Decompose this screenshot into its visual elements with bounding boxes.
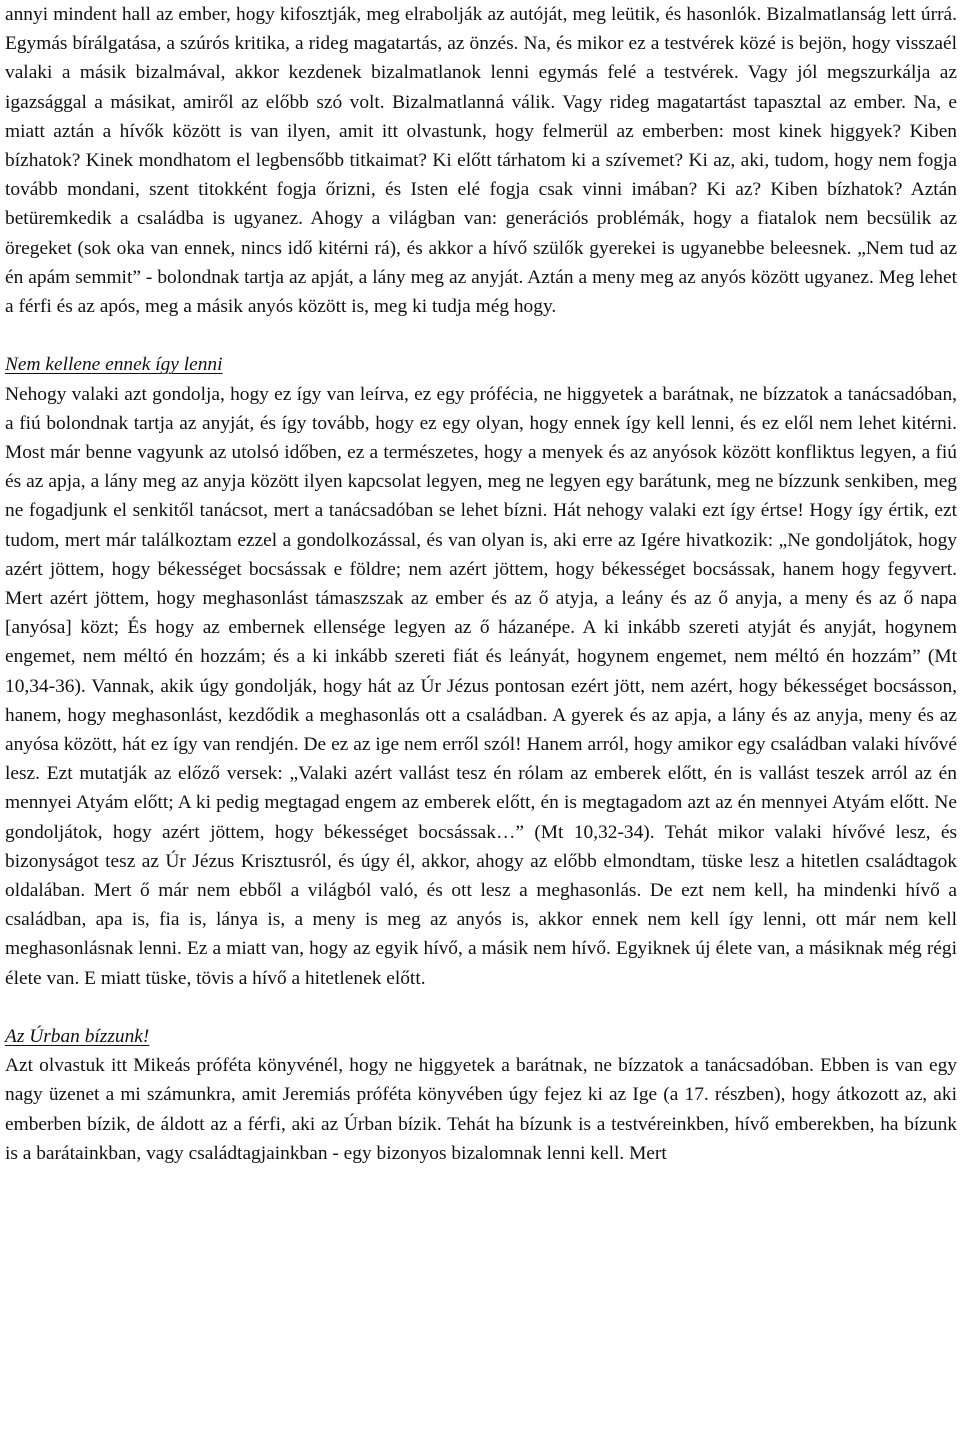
section-heading-az-urban: Az Úrban bízzunk!: [5, 1026, 150, 1048]
section-paragraph-az-urban: Azt olvastuk itt Mikeás próféta könyvénél, hogy ne higgyetek a barátnak, ne bízzatok a tanácsadóban. Ebben is van egy nagy üzenet a mi számunkra, amit Jeremiás próféta könyvében úgy fejez ki az Ige (a 17. részben), hogy átkozott az, aki emberben bízik, de áldott az a férfi, aki az Úrban bízik. Tehát ha bízunk is a testvéreinkben, hívő emberekben, ha bízunk is a barátainkban, vagy családtagjainkban - egy bizonyos bizalomnak lenni kell. Mert: [5, 1055, 957, 1164]
section-paragraph-nem-kellene: Nehogy valaki azt gondolja, hogy ez így van leírva, ez egy prófécia, ne higgyetek a barátnak, ne bízzatok a tanácsadóban, a fiú bolondnak tartja az anyját, és így tovább, hogy ez egy olyan, hogy ennek így kell lenni, és ez elől nem lehet kitérni. Most már benne vagyunk az utolsó időben, ez a természetes, hogy a menyek és az anyósok között konfliktus legyen, a fiú és az apja, a lány meg az anyja között ilyen kapcsolat legyen, meg ne legyen egy barátunk, meg ne bízzunk senkiben, meg ne fogadjunk el senkitől tanácsot, mert a tanácsadóban se lehet bízni. Hát nehogy valaki ezt így értse! Hogy így értik, ezt tudom, mert már találkoztam ezzel a gondolkozással, és van olyan is, aki erre az Igére hivatkozik: „Ne gondoljátok, hogy azért jöttem, hogy békességet bocsássak e földre; nem azért jöttem, hogy békességet bocsássak, hanem hogy fegyvert. Mert azért jöttem, hogy meghasonlást támaszszak az ember és az ő atyja, a leány és az ő anyja, a meny és az ő napa [anyósa] közt; És hogy az embernek ellensége legyen az ő házanépe. A ki inkább szereti atyját és anyját, hogynem engemet, nem méltó én hozzám; és a ki inkább szereti fiát és leányát, hogynem engemet, nem méltó én hozzám” (Mt 10,34-36). Vannak, akik úgy gondolják, hogy hát az Úr Jézus pontosan ezért jött, nem azért, hogy békességet bocsásson, hanem, hogy meghasonlást, kezdődik a meghasonlás ott a családban. A gyerek és az apja, a lány és az anyja, meny és az anyósa között, hát ez így van rendjén. De ez az ige nem erről szól! Hanem arról, hogy amikor egy családban valaki hívővé lesz. Ezt mutatják az előző versek: „Valaki azért vallást tesz én rólam az emberek előtt, én is vallást teszek arról az én mennyei Atyám előtt; A ki pedig megtagad engem az emberek előtt, én is megtagadom azt az én mennyei Atyám előtt. Ne gondoljátok, hogy azért jöttem, hogy békességet bocsássak…” (Mt 10,32-34). Tehát mikor valaki hívővé lesz, és bizonyságot tesz az Úr Jézus Krisztusról, és úgy él, akkor, ahogy az előbb elmondtam, tüske lesz a hitetlen családtagok oldalában. Mert ő már nem ebből a világból való, és ott lesz a meghasonlás. De ezt nem kell, ha mindenki hívő a családban, apa is, fia is, lánya is, a meny is meg az anyós is, akkor ennek nem kell így lenni, ott már nem kell meghasonlásnak lenni. Ez a miatt van, hogy az egyik hívő, a másik nem hívő. Egyiknek új élete van, a másiknak még régi élete van. E miatt tüske, tövis a hívő a hitetlenek előtt.: [5, 383, 957, 989]
section-heading-nem-kellene: Nem kellene ennek így lenni: [5, 354, 223, 376]
document-page: [5, 0, 957, 1168]
paragraph-gap: [5, 993, 957, 1022]
intro-paragraph: annyi mindent hall az ember, hogy kifosztják, meg elrabolják az autóját, meg leütik, és hasonlók. Bizalmatlanság lett úrrá. Egymás bírálgatása, a szúrós kritika, a rideg magatartás, az önzés. Na, és mikor ez a testvérek közé is bejön, hogy visszaél valaki a másik bizalmával, akkor kezdenek bizalmatlanok lenni egymás felé a testvérek. Vagy jól megszurkálja az igazsággal a másikat, amiről az előbb szó volt. Bizalmatlanná válik. Vagy rideg magatartást tapasztal az ember. Na, e miatt aztán a hívők között is van ilyen, amit itt olvastunk, hogy felmerül az emberben: most kinek higgyek? Kiben bízhatok? Kinek mondhatom el legbensőbb titkaimat? Ki előtt tárhatom ki a szívemet? Ki az, aki, tudom, hogy nem fogja tovább mondani, szent titokként fogja őrizni, és Isten elé fogja csak vinni imában? Ki az? Kiben bízhatok? Aztán betüremkedik a családba is ugyanez. Ahogy a világban van: generációs problémák, hogy a fiatalok nem becsülik az öregeket (sok oka van ennek, nincs idő kitérni rá), és akkor a hívő szülők gyerekei is ugyanebbe beleesnek. „Nem tud az én apám semmit” - bolondnak tartja az apját, a lány meg az anyját. Aztán a meny meg az anyós között ugyanez. Meg lehet a férfi és az após, meg a másik anyós között is, meg ki tudja még hogy.: [5, 4, 957, 318]
paragraph-gap: [5, 321, 957, 350]
